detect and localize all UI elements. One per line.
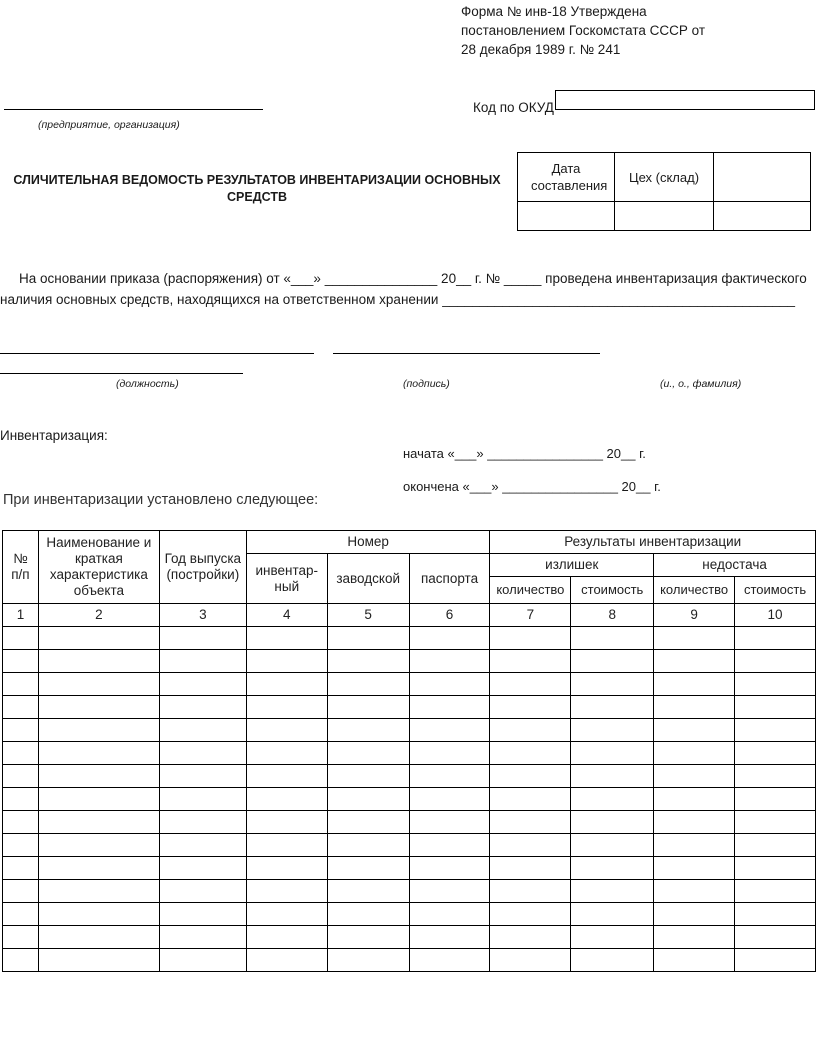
table-cell[interactable] <box>327 765 409 788</box>
table-cell[interactable] <box>571 857 654 880</box>
table-cell[interactable] <box>246 696 327 719</box>
table-cell[interactable] <box>409 926 490 949</box>
table-cell[interactable] <box>409 880 490 903</box>
table-cell[interactable] <box>159 834 246 857</box>
table-row <box>3 811 816 834</box>
table-cell[interactable] <box>38 903 159 926</box>
table-cell[interactable] <box>409 696 490 719</box>
column-number: 3 <box>159 604 246 627</box>
table-row <box>3 742 816 765</box>
table-cell[interactable] <box>735 926 816 949</box>
table-cell[interactable] <box>490 880 571 903</box>
table-cell[interactable] <box>327 857 409 880</box>
table-cell[interactable] <box>3 673 39 696</box>
table-row <box>3 903 816 926</box>
table-cell[interactable] <box>38 811 159 834</box>
column-number: 10 <box>735 604 816 627</box>
table-cell[interactable] <box>159 880 246 903</box>
column-number: 8 <box>571 604 654 627</box>
table-cell[interactable] <box>654 811 735 834</box>
table-cell[interactable] <box>38 742 159 765</box>
table-cell[interactable] <box>735 880 816 903</box>
shop-header: Цех (склад) <box>615 153 714 202</box>
table-cell[interactable] <box>654 949 735 972</box>
table-cell[interactable] <box>246 627 327 650</box>
document-title <box>12 172 502 206</box>
table-cell[interactable] <box>571 650 654 673</box>
shop-field[interactable] <box>615 202 714 231</box>
table-cell[interactable] <box>38 857 159 880</box>
basis-line: наличия основных средств, находящихся на ответственном хранении _______________________________________________ <box>0 292 796 307</box>
table-cell[interactable] <box>246 811 327 834</box>
table-cell[interactable] <box>159 650 246 673</box>
table-cell[interactable] <box>246 742 327 765</box>
header-number-group: Номер <box>246 531 490 554</box>
table-cell[interactable] <box>409 949 490 972</box>
column-number: 7 <box>490 604 571 627</box>
table-cell[interactable] <box>490 811 571 834</box>
table-cell[interactable] <box>38 627 159 650</box>
table-cell[interactable] <box>735 719 816 742</box>
header-shortage-quantity: количество <box>654 577 735 604</box>
table-cell[interactable] <box>490 834 571 857</box>
inventory-table <box>2 530 816 972</box>
name-line <box>0 373 243 374</box>
table-cell[interactable] <box>327 926 409 949</box>
column-number: 4 <box>246 604 327 627</box>
table-cell[interactable] <box>327 742 409 765</box>
approval-line: Форма № инв-18 Утверждена <box>461 4 647 19</box>
table-cell[interactable] <box>3 696 39 719</box>
table-cell[interactable] <box>246 834 327 857</box>
column-number: 6 <box>409 604 490 627</box>
basis-paragraph <box>0 268 807 310</box>
position-line <box>0 353 314 354</box>
table-cell[interactable] <box>3 811 39 834</box>
table-cell[interactable] <box>735 765 816 788</box>
table-cell[interactable] <box>159 926 246 949</box>
table-cell[interactable] <box>3 627 39 650</box>
table-cell[interactable] <box>571 765 654 788</box>
table-cell[interactable] <box>246 650 327 673</box>
table-cell[interactable] <box>38 650 159 673</box>
table-row <box>3 650 816 673</box>
table-cell[interactable] <box>654 880 735 903</box>
table-row <box>3 926 816 949</box>
table-cell[interactable] <box>3 880 39 903</box>
table-cell[interactable] <box>654 650 735 673</box>
table-cell[interactable] <box>38 696 159 719</box>
title-line: СЛИЧИТЕЛЬНАЯ ВЕДОМОСТЬ РЕЗУЛЬТАТОВ ИНВЕНТАРИЗАЦИИ ОСНОВНЫХ <box>13 173 501 187</box>
table-cell[interactable] <box>246 788 327 811</box>
table-cell[interactable] <box>735 696 816 719</box>
table-row <box>3 673 816 696</box>
table-cell[interactable] <box>735 857 816 880</box>
table-cell[interactable] <box>735 627 816 650</box>
basis-line: На основании приказа (распоряжения) от «___» _______________ 20__ г. № _____ проведена инвентаризация фактического <box>19 271 807 286</box>
table-cell[interactable] <box>246 765 327 788</box>
table-cell[interactable] <box>246 903 327 926</box>
table-cell[interactable] <box>159 903 246 926</box>
column-number-row <box>3 604 816 627</box>
table-cell[interactable] <box>571 696 654 719</box>
table-cell[interactable] <box>571 880 654 903</box>
table-cell[interactable] <box>38 719 159 742</box>
title-line: СРЕДСТВ <box>227 190 287 204</box>
table-cell[interactable] <box>409 742 490 765</box>
table-cell[interactable] <box>490 627 571 650</box>
table-cell[interactable] <box>735 811 816 834</box>
table-cell[interactable] <box>38 834 159 857</box>
table-cell[interactable] <box>38 765 159 788</box>
header-surplus: излишек <box>490 554 654 577</box>
table-cell[interactable] <box>490 696 571 719</box>
table-cell[interactable] <box>38 949 159 972</box>
table-cell[interactable] <box>654 765 735 788</box>
header-num: № п/п <box>3 531 39 604</box>
table-cell[interactable] <box>327 627 409 650</box>
table-cell[interactable] <box>3 719 39 742</box>
table-cell[interactable] <box>735 788 816 811</box>
table-cell[interactable] <box>571 949 654 972</box>
column-number: 1 <box>3 604 39 627</box>
okud-field[interactable] <box>555 90 815 110</box>
table-cell[interactable] <box>409 627 490 650</box>
table-row <box>3 719 816 742</box>
table-cell[interactable] <box>490 903 571 926</box>
table-cell[interactable] <box>327 696 409 719</box>
table-cell[interactable] <box>654 673 735 696</box>
table-cell[interactable] <box>3 765 39 788</box>
table-cell[interactable] <box>571 811 654 834</box>
table-body <box>3 627 816 972</box>
table-cell[interactable] <box>654 903 735 926</box>
table-cell[interactable] <box>327 880 409 903</box>
table-cell[interactable] <box>571 903 654 926</box>
header-surplus-quantity: количество <box>490 577 571 604</box>
table-cell[interactable] <box>735 650 816 673</box>
table-cell[interactable] <box>246 857 327 880</box>
established-heading: При инвентаризации установлено следующее: <box>3 492 319 508</box>
table-cell[interactable] <box>3 857 39 880</box>
header-shortage: недостача <box>654 554 816 577</box>
table-cell[interactable] <box>3 903 39 926</box>
table-cell[interactable] <box>246 880 327 903</box>
table-cell[interactable] <box>654 742 735 765</box>
table-cell[interactable] <box>159 765 246 788</box>
table-cell[interactable] <box>3 742 39 765</box>
table-cell[interactable] <box>490 765 571 788</box>
table-cell[interactable] <box>327 719 409 742</box>
table-cell[interactable] <box>38 788 159 811</box>
table-cell[interactable] <box>159 788 246 811</box>
table-cell[interactable] <box>490 926 571 949</box>
approval-line: постановлением Госкомстата СССР от <box>461 23 706 38</box>
table-row <box>3 765 816 788</box>
table-cell[interactable] <box>159 811 246 834</box>
table-cell[interactable] <box>327 650 409 673</box>
table-cell[interactable] <box>327 949 409 972</box>
table-cell[interactable] <box>654 788 735 811</box>
position-caption: (должность) <box>116 378 179 390</box>
column-number: 5 <box>327 604 409 627</box>
inventory-ended: окончена «___» ________________ 20__ г. <box>403 479 661 494</box>
table-cell[interactable] <box>735 903 816 926</box>
column-number: 9 <box>654 604 735 627</box>
form-approval-note <box>461 2 761 59</box>
signature-caption: (подпись) <box>403 378 450 390</box>
table-cell[interactable] <box>490 673 571 696</box>
table-cell[interactable] <box>409 719 490 742</box>
header-results-group: Результаты инвентаризации <box>490 531 816 554</box>
table-cell[interactable] <box>38 926 159 949</box>
table-cell[interactable] <box>735 742 816 765</box>
table-cell[interactable] <box>38 673 159 696</box>
table-row <box>3 880 816 903</box>
table-cell[interactable] <box>654 857 735 880</box>
table-cell[interactable] <box>409 857 490 880</box>
header-name: Наименование и краткая характеристика объекта <box>38 531 159 604</box>
table-row <box>3 834 816 857</box>
table-cell[interactable] <box>3 926 39 949</box>
table-row <box>3 696 816 719</box>
table-row <box>3 857 816 880</box>
table-cell[interactable] <box>490 788 571 811</box>
table-cell[interactable] <box>3 788 39 811</box>
table-cell[interactable] <box>409 673 490 696</box>
organization-caption: (предприятие, организация) <box>38 119 180 131</box>
signature-line <box>333 353 600 354</box>
table-cell[interactable] <box>3 650 39 673</box>
table-row <box>3 788 816 811</box>
table-cell[interactable] <box>159 719 246 742</box>
date-header: Дата составления <box>518 153 615 202</box>
inventory-label: Инвентаризация: <box>0 428 108 443</box>
table-cell[interactable] <box>327 788 409 811</box>
table-cell[interactable] <box>654 926 735 949</box>
name-caption: (и., о., фамилия) <box>660 378 742 390</box>
table-cell[interactable] <box>571 742 654 765</box>
approval-line: 28 декабря 1989 г. № 241 <box>461 42 621 57</box>
header-inventory-number: инвентар-ный <box>246 554 327 604</box>
table-cell[interactable] <box>159 742 246 765</box>
table-cell[interactable] <box>654 719 735 742</box>
table-cell[interactable] <box>571 926 654 949</box>
table-cell[interactable] <box>159 857 246 880</box>
table-cell[interactable] <box>246 719 327 742</box>
table-cell[interactable] <box>409 765 490 788</box>
table-cell[interactable] <box>159 627 246 650</box>
okud-label: Код по ОКУД <box>473 100 554 115</box>
table-cell[interactable] <box>246 926 327 949</box>
table-row <box>3 949 816 972</box>
table-cell[interactable] <box>327 673 409 696</box>
table-cell[interactable] <box>327 811 409 834</box>
table-cell[interactable] <box>654 696 735 719</box>
table-cell[interactable] <box>571 834 654 857</box>
header-passport-number: паспорта <box>409 554 490 604</box>
table-cell[interactable] <box>246 673 327 696</box>
table-cell[interactable] <box>159 696 246 719</box>
table-cell[interactable] <box>409 834 490 857</box>
table-cell[interactable] <box>735 673 816 696</box>
table-cell[interactable] <box>490 650 571 673</box>
table-cell[interactable] <box>490 949 571 972</box>
meta-table <box>517 152 811 231</box>
table-cell[interactable] <box>490 857 571 880</box>
table-cell[interactable] <box>409 903 490 926</box>
table-cell[interactable] <box>490 719 571 742</box>
table-cell[interactable] <box>159 949 246 972</box>
header-shortage-cost: стоимость <box>735 577 816 604</box>
table-cell[interactable] <box>409 650 490 673</box>
table-cell[interactable] <box>735 949 816 972</box>
header-factory-number: заводской <box>327 554 409 604</box>
extra-header <box>714 153 811 202</box>
table-cell[interactable] <box>327 903 409 926</box>
table-cell[interactable] <box>654 834 735 857</box>
table-cell[interactable] <box>654 627 735 650</box>
table-cell[interactable] <box>38 880 159 903</box>
table-cell[interactable] <box>409 811 490 834</box>
table-row <box>3 627 816 650</box>
inventory-started: начата «___» ________________ 20__ г. <box>403 446 646 461</box>
table-cell[interactable] <box>327 834 409 857</box>
header-surplus-cost: стоимость <box>571 577 654 604</box>
table-cell[interactable] <box>571 627 654 650</box>
header-year: Год выпуска (постройки) <box>159 531 246 604</box>
table-cell[interactable] <box>571 673 654 696</box>
table-cell[interactable] <box>735 834 816 857</box>
organization-line <box>4 109 263 110</box>
column-number: 2 <box>38 604 159 627</box>
table-cell[interactable] <box>3 949 39 972</box>
table-cell[interactable] <box>571 788 654 811</box>
extra-field[interactable] <box>714 202 811 231</box>
table-cell[interactable] <box>159 673 246 696</box>
table-cell[interactable] <box>490 742 571 765</box>
table-cell[interactable] <box>3 834 39 857</box>
table-cell[interactable] <box>246 949 327 972</box>
date-field[interactable] <box>518 202 615 231</box>
table-cell[interactable] <box>571 719 654 742</box>
table-cell[interactable] <box>409 788 490 811</box>
